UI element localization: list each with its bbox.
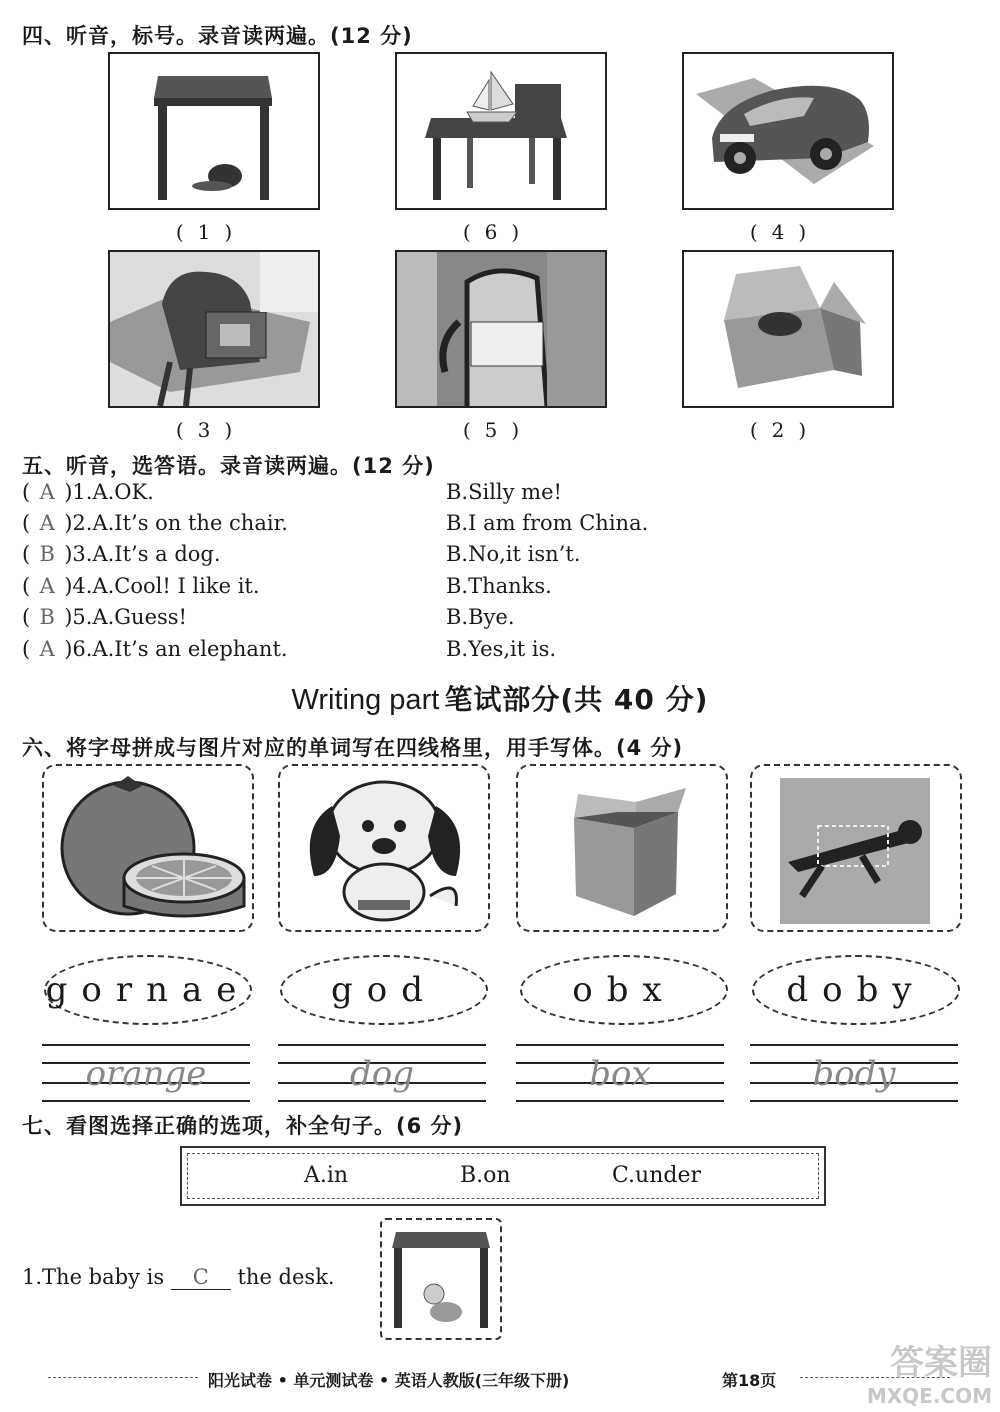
answer-label-6: (2) bbox=[749, 418, 821, 442]
page-number: 第18页 bbox=[722, 1371, 777, 1390]
answer-blank: C bbox=[171, 1265, 231, 1290]
option-a: A.in bbox=[304, 1163, 349, 1188]
letters-oval-2: god bbox=[280, 955, 488, 1025]
baby-under-desk-picture bbox=[380, 1218, 502, 1340]
handwritten-word-1: orange bbox=[85, 1054, 207, 1094]
option-b-1: B.Silly me! bbox=[446, 480, 562, 504]
option-b-6: B.Yes,it is. bbox=[446, 637, 557, 661]
question-row-5: ( B )5.A.Guess! bbox=[22, 605, 187, 629]
picture-table-with-cap bbox=[108, 52, 320, 210]
question-row-1: ( A )1.A.OK. bbox=[22, 480, 154, 504]
option-b-3: B.No,it isn’t. bbox=[446, 542, 581, 566]
four-line-grid-1 bbox=[42, 1044, 250, 1102]
body-icon bbox=[750, 764, 962, 932]
picture-bag-on-desk bbox=[108, 250, 320, 408]
answer-label-4: (3) bbox=[175, 418, 247, 442]
answer-label-1: (1) bbox=[175, 220, 247, 244]
option-b-2: B.I am from China. bbox=[446, 511, 649, 535]
four-line-grid-4 bbox=[750, 1044, 958, 1102]
question-7-1: 1.The baby is C the desk. bbox=[22, 1265, 335, 1289]
box-icon bbox=[516, 764, 728, 932]
section7-heading: 七、看图选择正确的选项，补全句子。(6 分) bbox=[22, 1114, 464, 1138]
picture-chair-closeup bbox=[395, 250, 607, 408]
letters-oval-1: gornae bbox=[44, 955, 252, 1025]
handwritten-word-4: body bbox=[812, 1054, 896, 1094]
question-row-4: ( A )4.A.Cool! I like it. bbox=[22, 574, 260, 598]
answer-label-3: (4) bbox=[749, 220, 821, 244]
letters-oval-3: obx bbox=[520, 955, 728, 1025]
picture-box-with-ball bbox=[682, 250, 894, 408]
section5-heading: 五、听音，选答语。录音读两遍。(12 分) bbox=[22, 454, 435, 478]
option-c: C.under bbox=[612, 1163, 701, 1188]
dog-icon bbox=[278, 764, 490, 932]
option-b-4: B.Thanks. bbox=[446, 574, 552, 598]
answer-label-5: (5) bbox=[462, 418, 534, 442]
option-b: B.on bbox=[460, 1163, 511, 1188]
question-row-3: ( B )3.A.It’s a dog. bbox=[22, 542, 221, 566]
question-row-6: ( A )6.A.It’s an elephant. bbox=[22, 637, 288, 661]
four-line-grid-2 bbox=[278, 1044, 486, 1102]
answer-label-2: (6) bbox=[462, 220, 534, 244]
question-row-2: ( A )2.A.It’s on the chair. bbox=[22, 511, 288, 535]
picture-chair-with-boat bbox=[395, 52, 607, 210]
letters-oval-4: doby bbox=[752, 955, 960, 1025]
handwritten-word-3: box bbox=[589, 1054, 651, 1094]
option-b-5: B.Bye. bbox=[446, 605, 515, 629]
section6-heading: 六、将字母拼成与图片对应的单词写在四线格里，用手写体。(4 分) bbox=[22, 736, 684, 760]
options-box bbox=[180, 1146, 826, 1206]
writing-part-title: Writing part 笔试部分(共 40 分) bbox=[291, 683, 709, 716]
section4-heading: 四、听音，标号。录音读两遍。(12 分) bbox=[22, 24, 413, 48]
four-line-grid-3 bbox=[516, 1044, 724, 1102]
orange-icon bbox=[42, 764, 254, 932]
watermark: 答案圈 MXQE.COM bbox=[866, 1343, 992, 1408]
picture-toy-car bbox=[682, 52, 894, 210]
footer-text: 阳光试卷 • 单元测试卷 • 英语人教版(三年级下册) bbox=[208, 1371, 570, 1390]
handwritten-word-2: dog bbox=[350, 1054, 414, 1094]
